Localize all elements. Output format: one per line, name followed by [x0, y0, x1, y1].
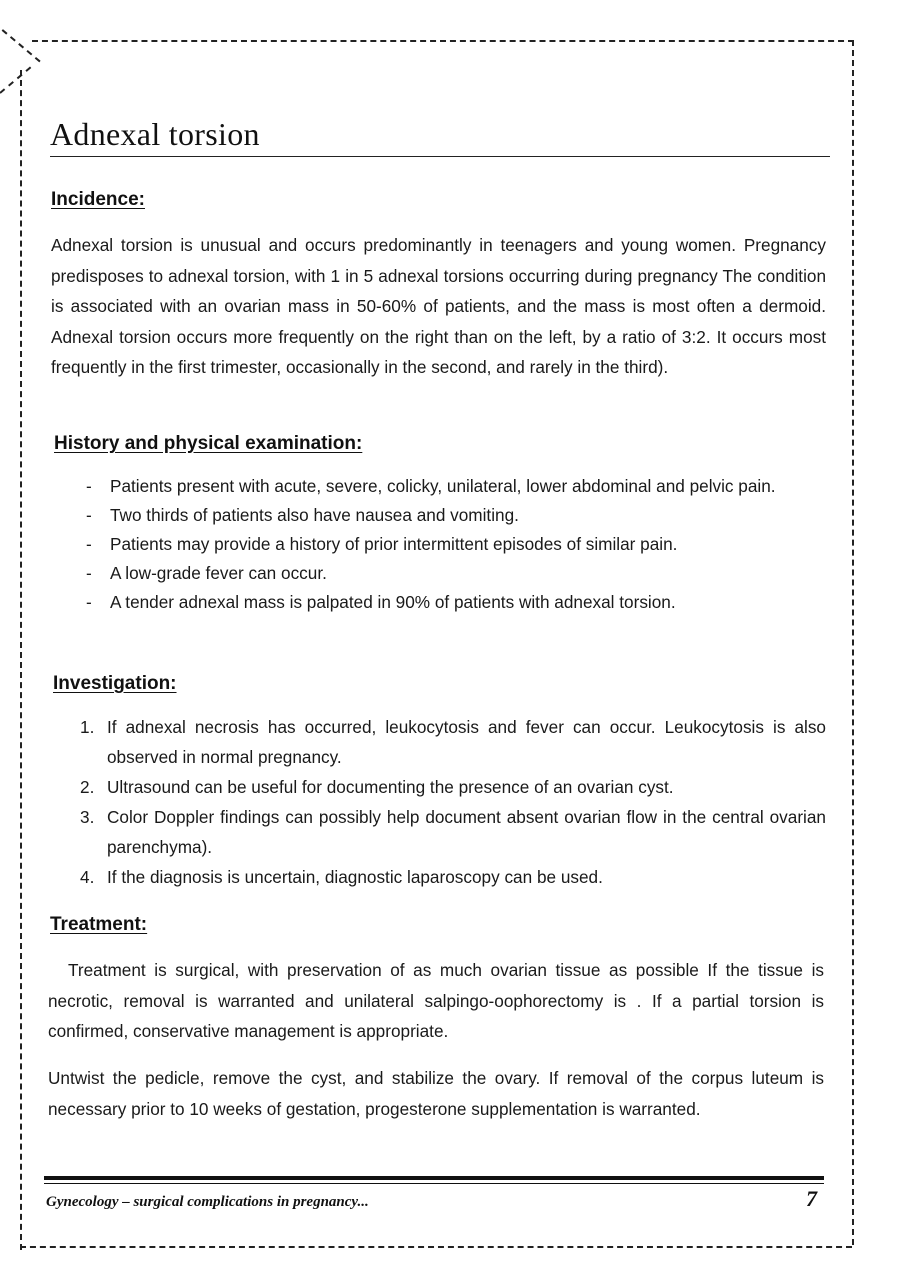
incidence-heading: Incidence:	[51, 189, 145, 210]
title-rule	[50, 156, 830, 157]
footer-running-title: Gynecology – surgical complications in pregnancy...	[46, 1194, 369, 1210]
corner-cut-line-lower	[0, 67, 31, 94]
page-frame-left-border	[20, 70, 22, 1250]
page-frame-bottom-border	[20, 1246, 852, 1248]
page-frame-top-border	[32, 40, 854, 42]
list-item: If the diagnosis is uncertain, diagnostic laparoscopy can be used.	[107, 867, 603, 887]
history-heading: History and physical examination:	[54, 433, 363, 454]
footer-rule-thin	[44, 1183, 824, 1184]
history-list	[86, 472, 826, 617]
page-number: 7	[806, 1186, 817, 1211]
list-item: Ultrasound can be useful for documenting the presence of an ovarian cyst.	[107, 777, 674, 797]
list-item: - Patients present with acute, severe, colicky, unilateral, lower abdominal and pelvic pain.	[86, 472, 826, 501]
footer-rule-thick	[44, 1176, 824, 1180]
corner-cut-line	[0, 22, 41, 62]
list-item: If adnexal necrosis has occurred, leukocytosis and fever can occur. Leukocytosis is also observed in normal pregnancy.	[107, 717, 826, 767]
treatment-heading: Treatment:	[50, 914, 148, 935]
treatment-paragraph-1: Treatment is surgical, with preservation of as much ovarian tissue as possible If the tissue is necrotic, removal is warranted and unilateral salpingo-oophorectomy is . If a partial torsion is confirmed, conservative management is appropriate.	[48, 960, 824, 1041]
page-title: Adnexal torsion	[50, 116, 260, 152]
treatment-paragraph-2: Untwist the pedicle, remove the cyst, and stabilize the ovary. If removal of the corpus luteum is necessary prior to 10 weeks of gestation, progesterone supplementation is warranted.	[48, 1068, 824, 1119]
investigation-list	[74, 712, 826, 892]
incidence-paragraph: Adnexal torsion is unusual and occurs predominantly in teenagers and young women. Pregnancy predisposes to adnexal torsion, with 1 in 5 adnexal torsions occurring during pregnancy The condition is associated with an ovarian mass in 50-60% of patients, and the mass is most often a dermoid. Adnexal torsion occurs more frequently on the right than on the left, by a ratio of 3:2. It occurs most frequently in the first trimester, occasionally in the second, and rarely in the third).	[51, 235, 826, 377]
page-frame-right-border	[852, 40, 854, 1245]
list-item: Color Doppler findings can possibly help document absent ovarian flow in the central ovarian parenchyma).	[107, 807, 826, 857]
list-item: - Two thirds of patients also have nausea and vomiting.	[86, 501, 826, 530]
list-item: - A tender adnexal mass is palpated in 90% of patients with adnexal torsion.	[86, 588, 826, 617]
list-item: - Patients may provide a history of prior intermittent episodes of similar pain.	[86, 530, 826, 559]
list-item: - A low-grade fever can occur.	[86, 559, 826, 588]
investigation-heading: Investigation:	[53, 673, 177, 694]
